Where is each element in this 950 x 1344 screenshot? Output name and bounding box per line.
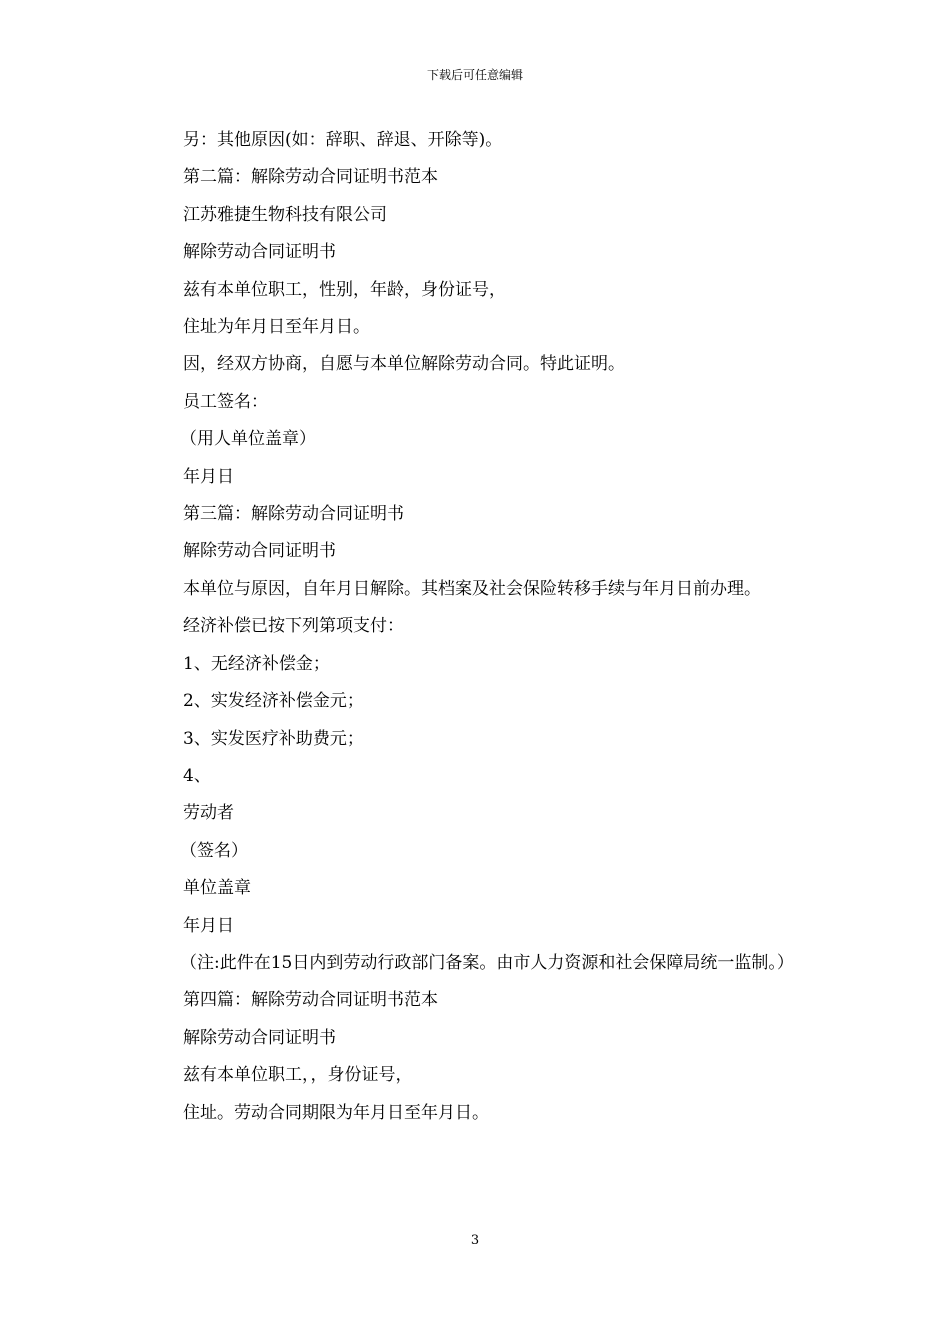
signature-line: 劳动者 [183,803,234,824]
certificate-title: 解除劳动合同证明书 [183,242,336,263]
document-body [143,122,808,1132]
note-paragraph: （注:此件在15日内到劳动行政部门备案。由市人力资源和社会保障局统一监制。） [180,952,794,973]
section-heading: 第三篇：解除劳动合同证明书 [183,504,404,525]
page-number: 3 [470,1233,480,1248]
paragraph: 兹有本单位职工，性别，年龄，身份证号， [183,279,506,300]
section-heading: 第二篇：解除劳动合同证明书范本 [183,167,438,188]
paragraph: 兹有本单位职工，，身份证号， [183,1065,413,1086]
certificate-title: 解除劳动合同证明书 [183,541,336,562]
signature-line: （签名） [180,840,248,861]
date-line: 年月日 [183,466,234,487]
signature-line: 员工签名： [183,391,268,412]
stamp-line: 单位盖章 [183,878,251,899]
list-item: 1、无经济补偿金； [183,653,330,674]
list-item: 2、实发经济补偿金元； [183,691,364,712]
stamp-line: （用人单位盖章） [180,429,316,450]
paragraph: 住址。劳动合同期限为年月日至年月日。 [183,1102,489,1123]
certificate-title: 解除劳动合同证明书 [183,1027,336,1048]
company-name: 江苏雅捷生物科技有限公司 [183,204,387,225]
list-item: 3、实发医疗补助费元； [183,728,364,749]
paragraph: 经济补偿已按下列第项支付： [183,616,404,637]
paragraph: 本单位与原因，自年月日解除。其档案及社会保险转移手续与年月日前办理。 [183,578,761,599]
paragraph: 住址为年月日至年月日。 [183,317,370,338]
date-line: 年月日 [183,915,234,936]
paragraph: 因，经双方协商，自愿与本单位解除劳动合同。特此证明。 [183,354,625,375]
paragraph: 另：其他原因(如：辞职、辞退、开除等)。 [183,130,503,150]
section-heading: 第四篇：解除劳动合同证明书范本 [183,990,438,1011]
page-header: 下载后可任意编辑 [426,68,523,82]
list-item: 4、 [183,765,211,786]
